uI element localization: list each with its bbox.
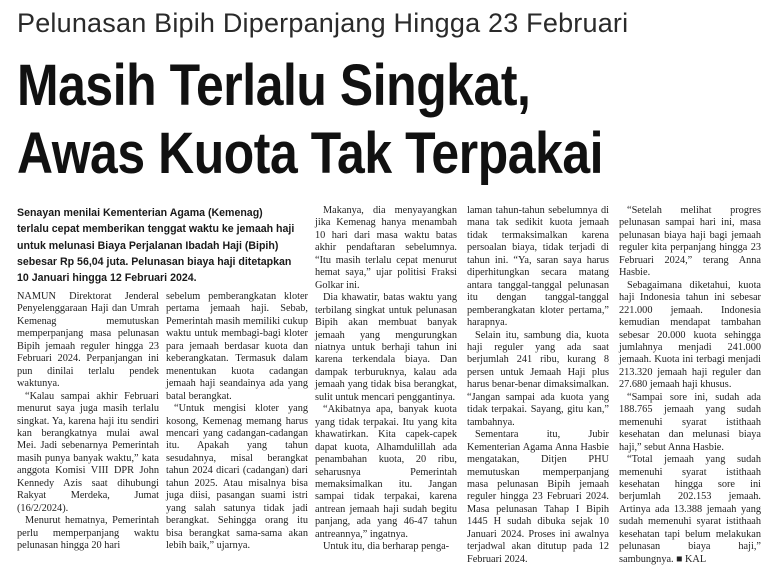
paragraph: “Sampai sore ini, sudah ada 188.765 jemaah yang sudah memenuhi syarat istithaah kesehatan dan melunasi biaya haji,” sebut Anna Hasbie. [619,391,761,453]
paragraph: NAMUN Direktorat Jenderal Penyelenggaraan Haji dan Umrah Kemenag memutuskan memperpanjang masa pelunasan Bipih jemaah reguler hingga 23 Februari 2024. Perpanjangan ini pun dinilai terlalu pendek waktunya. [17,291,159,390]
headline-line-2: Awas Kuota Tak Terpakai [17,121,604,186]
paragraph: Untuk itu, dia berharap penga- [323,541,450,553]
headline-line-1: Masih Terlalu Singkat, [17,53,531,118]
paragraph: “Untuk mengisi kloter yang kosong, Kemenag memang harus mencari yang cadangan-cadangan itu. Apakah yang tahun sesudahnya, misal berangkat tahun 2024 dicari (cadangan) dari tahun 2025. Atau misalnya bisa juga diisi, pasangan suami istri yang salah satunya tidak jadi berangkat. Sehingga orang itu bisa berangkat sama-sama akan lebih baik,” ujarnya. [166,403,308,552]
paragraph: “Setelah melihat progres pelunasan sampai hari ini, masa pelunasan biaya haji bagi jemaah reguler kita perpanjang hingga 23 Februari 2024,” terang Anna Hasbie. [619,205,761,279]
paragraph: “Total jemaah yang sudah memenuhi syarat istithaah kesehatan hingga sore ini berjumlah 202.153 jemaah. Artinya ada 13.388 jemaah yang sudah memenuhi syarat istithaah kesehatan tapi belum melakukan pelunasan biaya haji,” sambungnya. ■ KAL [619,454,761,565]
paragraph: Makanya, dia menyayangkan jika Kemenag hanya menambah 10 hari dari masa waktu batas akhir pendaftaran sebelumnya. “Itu masih terlalu cepat menurut hemat saya,” ujar politisi Fraksi Golkar ini. [315,205,457,291]
paragraph: “Akibatnya apa, banyak kuota yang tidak terpakai. Itu yang kita khawatirkan. Kita capek-capek dapat kuota, Alhamdulillah ada penambahan kuota, 20 ribu, seharusnya Pemerintah memaksimalkan itu. Jangan sampai tidak terpakai, karena antrean jemaah haji sudah begitu panjang, ada yang 46-47 tahun antreannya,” ingatnya. [315,404,457,540]
column-1 [17,291,159,558]
column-4 [467,205,609,565]
lead-paragraph: Senayan menilai Kementerian Agama (Kemenag) terlalu cepat memberikan tenggat waktu ke jemaah haji untuk melunasi Biaya Perjalanan Ibadah Haji (Bipih) sebesar Rp 56,04 juta. Pelunasan biaya haji ditetapkan 10 Januari hingga 12 Februari 2024. [17,207,295,285]
paragraph: Dia khawatir, batas waktu yang terbilang singkat untuk pelunasan Bipih akan membuat banyak jemaah yang mengurungkan niatnya untuk berhaji tahun ini karena terkendala biaya. Dan dampak terburuknya, kalau ada jemaah yang tidak bisa berangkat, sulit untuk mencari penggantinya. [315,292,457,403]
paragraph: sebelum pemberangkatan kloter pertama jemaah haji. Sebab, Pemerintah masih memiliki cukup waktu untuk membagi-bagi kloter para jemaah berdasar kuota dan keberangkatan. Termasuk dalam menentukan kuota cadangan jemaah haji seandainya ada yang batal berangkat. [166,291,308,402]
paragraph: “Kalau sampai akhir Februari menurut saya juga masih terlalu singkat. Ya, karena haji itu sendiri kan berangkatnya mulai awal Mei. Jadi sebenarnya Pemerintah masih punya banyak waktu,” kata anggota Komisi VIII DPR John Kennedy Azis saat dihubungi Rakyat Merdeka, Jumat (16/2/2024). [17,390,159,514]
paragraph: laman tahun-tahun sebelumnya di mana tak sedikit kuota jemaah tidak termaksimalkan karena persoalan biaya, tidak terjadi di tahun ini. “Ya, saran saya harus diperhitungkan secara matang antara tanggal-tanggal pelunasan itu dengan tanggal-tanggal pemberangkatan kloter pertama,” harapnya. [467,205,609,329]
paragraph: Sementara itu, Jubir Kementerian Agama Anna Hasbie mengatakan, Ditjen PHU memutuskan memperpanjang masa pelunasan Bipih jemaah reguler hingga 23 Februari 2024. Masa pelunasan Tahap I Bipih 1445 H sudah dibuka sejak 10 Januari 2024. Proses ini awalnya terjadwal akan ditutup pada 12 Februari 2024. [467,429,609,565]
column-2 [166,291,308,558]
paragraph: Sebagaimana diketahui, kuota haji Indonesia tahun ini sebesar 221.000 jemaah. Indonesia kemudian mendapat tambahan sebesar 20.000 kuota sehingga jumlahnya menjadi 241.000 jemaah. Kuota ini terbagi menjadi 213.320 jemaah haji reguler dan 27.680 jemaah haji khusus. [619,279,761,391]
paragraph: Menurut hematnya, Pemerintah perlu memperpanjang waktu pelunasan hingga 20 hari [17,515,159,552]
column-3 [315,205,457,558]
paragraph: Selain itu, sambung dia, kuota haji reguler yang ada saat berjumlah 241 ribu, kurang 8 persen untuk Jemaah Haji plus harus benar-benar dimaksimalkan. “Jangan sampai ada kuota yang tidak terpakai. Sayang, gitu kan,” tambahnya. [467,329,609,428]
column-5 [619,205,761,565]
kicker: Pelunasan Bipih Diperpanjang Hingga 23 Februari [17,8,629,38]
